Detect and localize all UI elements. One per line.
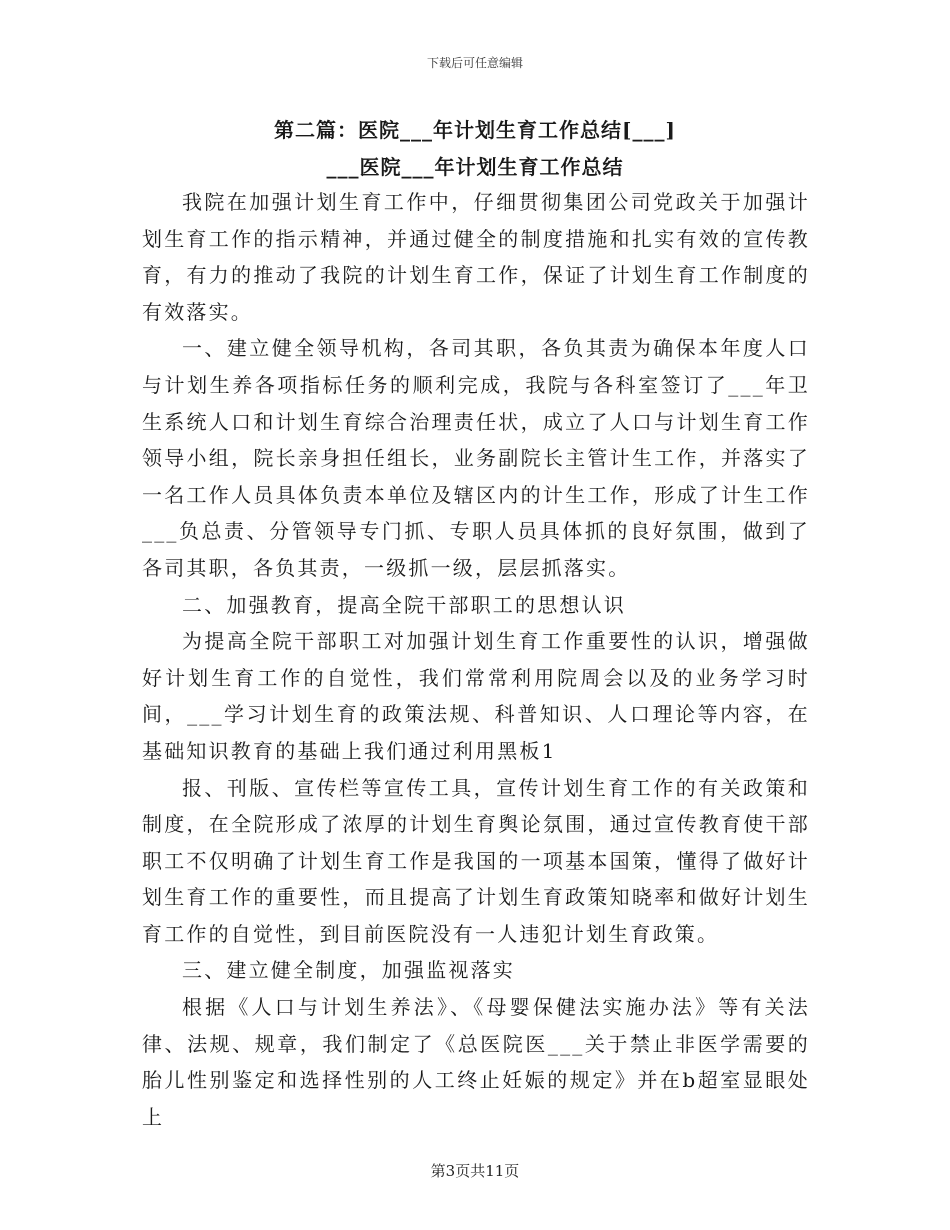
document-body [142,184,810,1135]
paragraph-section-3: 根据《人口与计划生养法》、《母婴保健法实施办法》等有关法律、法规、规章，我们制定了《总医院医___关于禁止非医学需要的胎儿性别鉴定和选择性别的人工终止妊娠的规定》并在b超室显眼处上 [142,995,810,1129]
paragraph-section-2-b: 报、刊版、宣传栏等宣传工具，宣传计划生育工作的有关政策和制度，在全院形成了浓厚的计划生育舆论氛围，通过宣传教育使干部职工不仅明确了计划生育工作是我国的一项基本国策，懂得了做好计划生育工作的重要性，而且提高了计划生育政策知晓率和做好计划生育工作的自觉性，到目前医院没有一人违犯计划生育政策。 [142,775,810,946]
section-heading-2: 二、加强教育，提高全院干部职工的思想认识 [182,592,626,617]
paragraph-section-1: 一、建立健全领导机构，各司其职，各负其责为确保本年度人口与计划生养各项指标任务的顺利完成，我院与各科室签订了___年卫生系统人口和计划生育综合治理责任状，成立了人口与计划生育工作领导小组，院长亲身担任组长，业务副院长主管计生工作，并落实了一名工作人员具体负责本单位及辖区内的计生工作，形成了计生工作___负总责、分管领导专门抓、专职人员具体抓的良好氛围，做到了各司其职，各负其责，一级抓一级，层层抓落实。 [142,336,810,580]
header-note: 下载后可任意编辑 [426,56,523,70]
paragraph-section-2-a: 为提高全院干部职工对加强计划生育工作重要性的认识，增强做好计划生育工作的自觉性，我们常常利用院周会以及的业务学习时间，___学习计划生育的政策法规、科普知识、人口理论等内容，在基础知识教育的基础上我们通过利用黑板1 [142,629,810,763]
paragraph-intro: 我院在加强计划生育工作中，仔细贯彻集团公司党政关于加强计划生育工作的指示精神，并通过健全的制度措施和扎实有效的宣传教育，有力的推动了我院的计划生育工作，保证了计划生育工作制度的有效落实。 [142,190,810,324]
page-number: 第3页共11页 [430,1162,520,1180]
section-heading-3: 三、建立健全制度，加强监视落实 [182,958,515,983]
document-subtitle: ___医院___年计划生育工作总结 [326,155,624,179]
document-title: 第二篇：医院___年计划生育工作总结[___] [274,118,676,142]
